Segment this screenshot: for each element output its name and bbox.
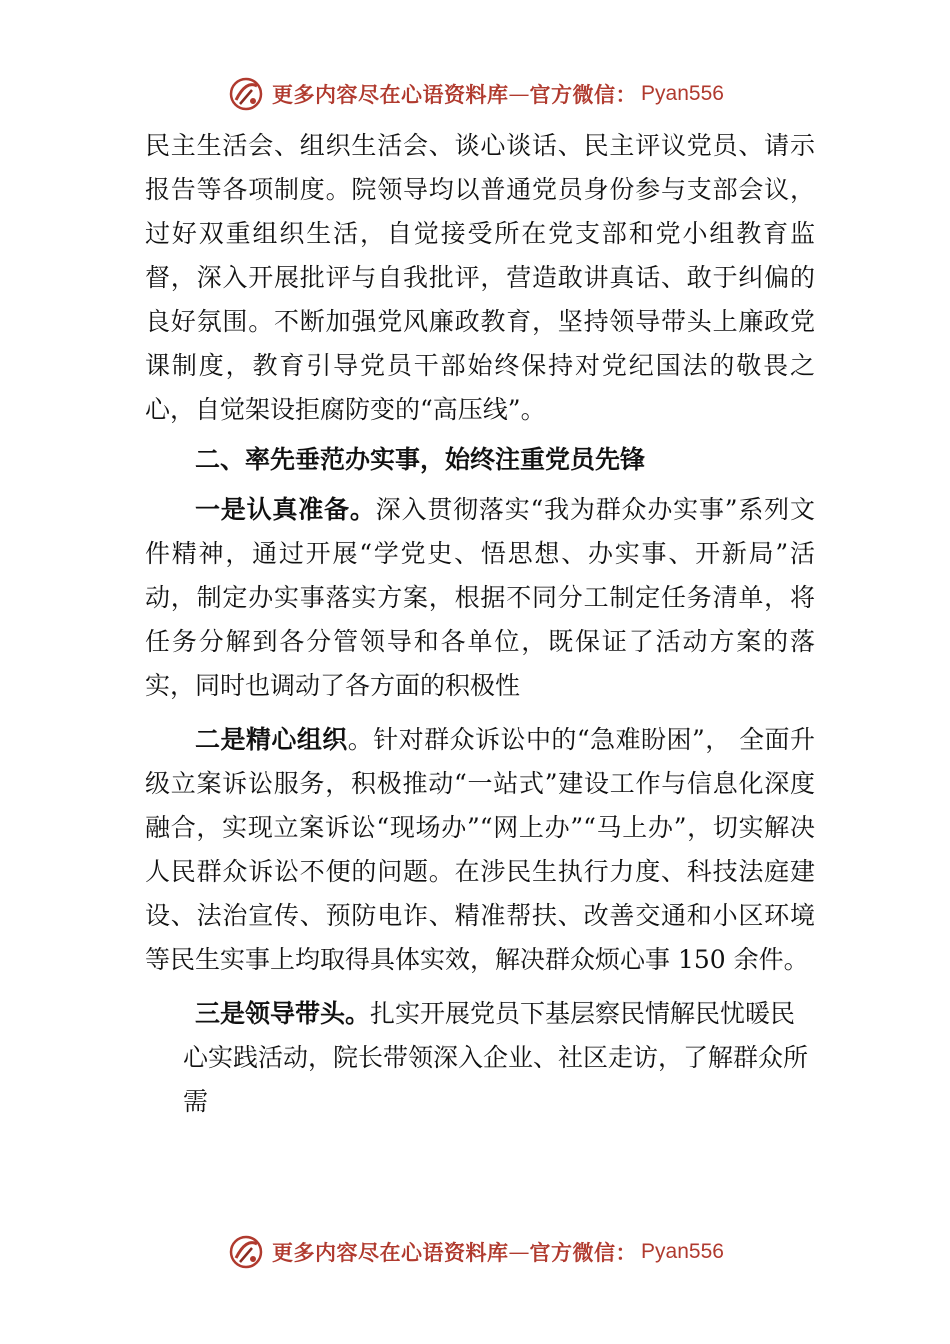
item-3-continuation: 心实践活动，院长带领深入企业、社区走访，了解群众所需 — [183, 1043, 809, 1116]
item-2-lead: 二是精心组织 — [195, 725, 348, 754]
item-3-lead: 三是领导带头。 — [195, 999, 371, 1028]
document-body — [145, 124, 815, 1124]
watermark-wechat-label: 官方微信： — [529, 1240, 638, 1265]
header-watermark — [0, 74, 950, 114]
item-1-paragraph — [145, 488, 815, 708]
watermark-wechat-id: Pyan556 — [641, 82, 724, 105]
item-1-body: 深入贯彻落实“我为群众办实事”系列文件精神，通过开展“学党史、悟思想、办实事、开新局”活动，制定办实事落实方案，根据不同分工制定任务清单，将任务分解到各分管领导和各单位，既保证了活动方案的落实，同时也调动了各方面的积极性 — [145, 495, 815, 700]
brand-logo-icon — [226, 1232, 266, 1272]
watermark-text: 更多内容尽在心语资料库 — [272, 1240, 509, 1265]
watermark-separator: — — [508, 1240, 530, 1264]
watermark-wechat-label: 官方微信： — [529, 82, 638, 107]
item-2-paragraph — [145, 718, 815, 982]
watermark-separator: — — [508, 82, 530, 106]
paragraph-1: 民主生活会、组织生活会、谈心谈话、民主评议党员、请示报告等各项制度。院领导均以普通党员身份参与支部会议， 过好双重组织生活，自觉接受所在党支部和党小组教育监督，深入开展批评与自我批评，营造敢讲真话、敢于纠偏的良好氛围。不断加强党风廉政教育，坚持领导带头上廉政党课制度，教育引导党员干部始终保持对党纪国法的敬畏之心，自觉架设拒腐防变的“高压线”。 — [145, 131, 815, 424]
item-3-paragraph — [145, 992, 815, 1036]
item-1-lead: 一是认真准备。 — [195, 495, 376, 524]
item-2-body: 。针对群众诉讼中的“急难盼困”， 全面升级立案诉讼服务，积极推动“一站式”建设工作与信息化深度融合，实现立案诉讼“现场办”“网上办”“马上办”，切实解决人民群众诉讼不便的问题。在涉民生执行力度、科技法庭建设、法治宣传、预防电诈、精准帮扶、改善交通和小区环境等民生实事上均取得具体实效，解决群众烦心事 150 余件。 — [145, 725, 815, 974]
footer-watermark — [0, 1232, 950, 1272]
brand-logo-icon — [226, 74, 266, 114]
section-heading-2: 二、率先垂范办实事，始终注重党员先锋 — [195, 445, 646, 474]
watermark-wechat-id: Pyan556 — [641, 1240, 724, 1263]
watermark-text: 更多内容尽在心语资料库 — [272, 82, 509, 107]
item-3-body: 扎实开展党员下基层察民情解民忧暖民 — [370, 999, 796, 1028]
